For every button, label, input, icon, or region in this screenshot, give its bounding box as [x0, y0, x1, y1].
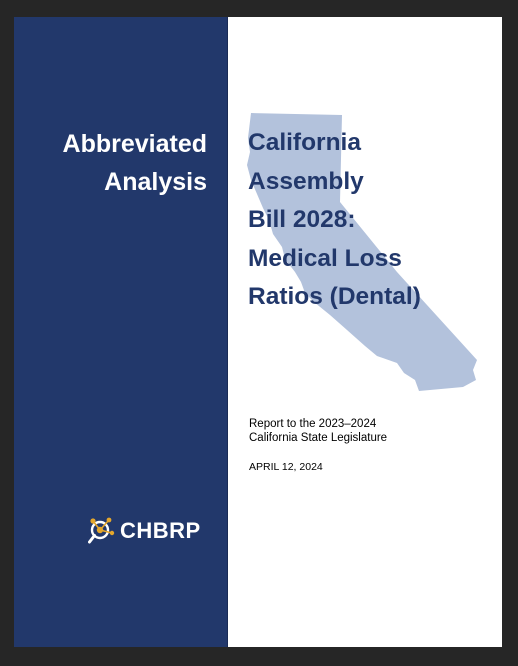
- document-type-heading: [14, 125, 207, 201]
- title-line-5: Ratios (Dental): [248, 283, 421, 310]
- report-title: [248, 124, 498, 317]
- report-recipient-line-1: Report to the 2023–2024: [249, 418, 377, 430]
- report-date: APRIL 12, 2024: [249, 461, 323, 473]
- logo-wordmark: CHBRP: [120, 518, 201, 543]
- report-cover-page: [14, 17, 502, 647]
- chbrp-logo: [88, 515, 201, 547]
- report-recipient-line-2: California State Legislature: [249, 432, 388, 444]
- title-line-1: California: [248, 129, 361, 156]
- title-line-2: Assembly: [248, 167, 364, 195]
- report-recipient: [249, 417, 387, 445]
- title-line-3: Bill 2028:: [248, 206, 356, 233]
- document-type-line-1: Abbreviated: [62, 130, 207, 158]
- document-type-line-2: Analysis: [104, 168, 207, 196]
- navy-side-panel: [14, 17, 227, 647]
- panel-divider: [227, 17, 228, 647]
- chbrp-magnifier-logo-icon: [88, 516, 118, 546]
- title-line-4: Medical Loss: [248, 244, 402, 272]
